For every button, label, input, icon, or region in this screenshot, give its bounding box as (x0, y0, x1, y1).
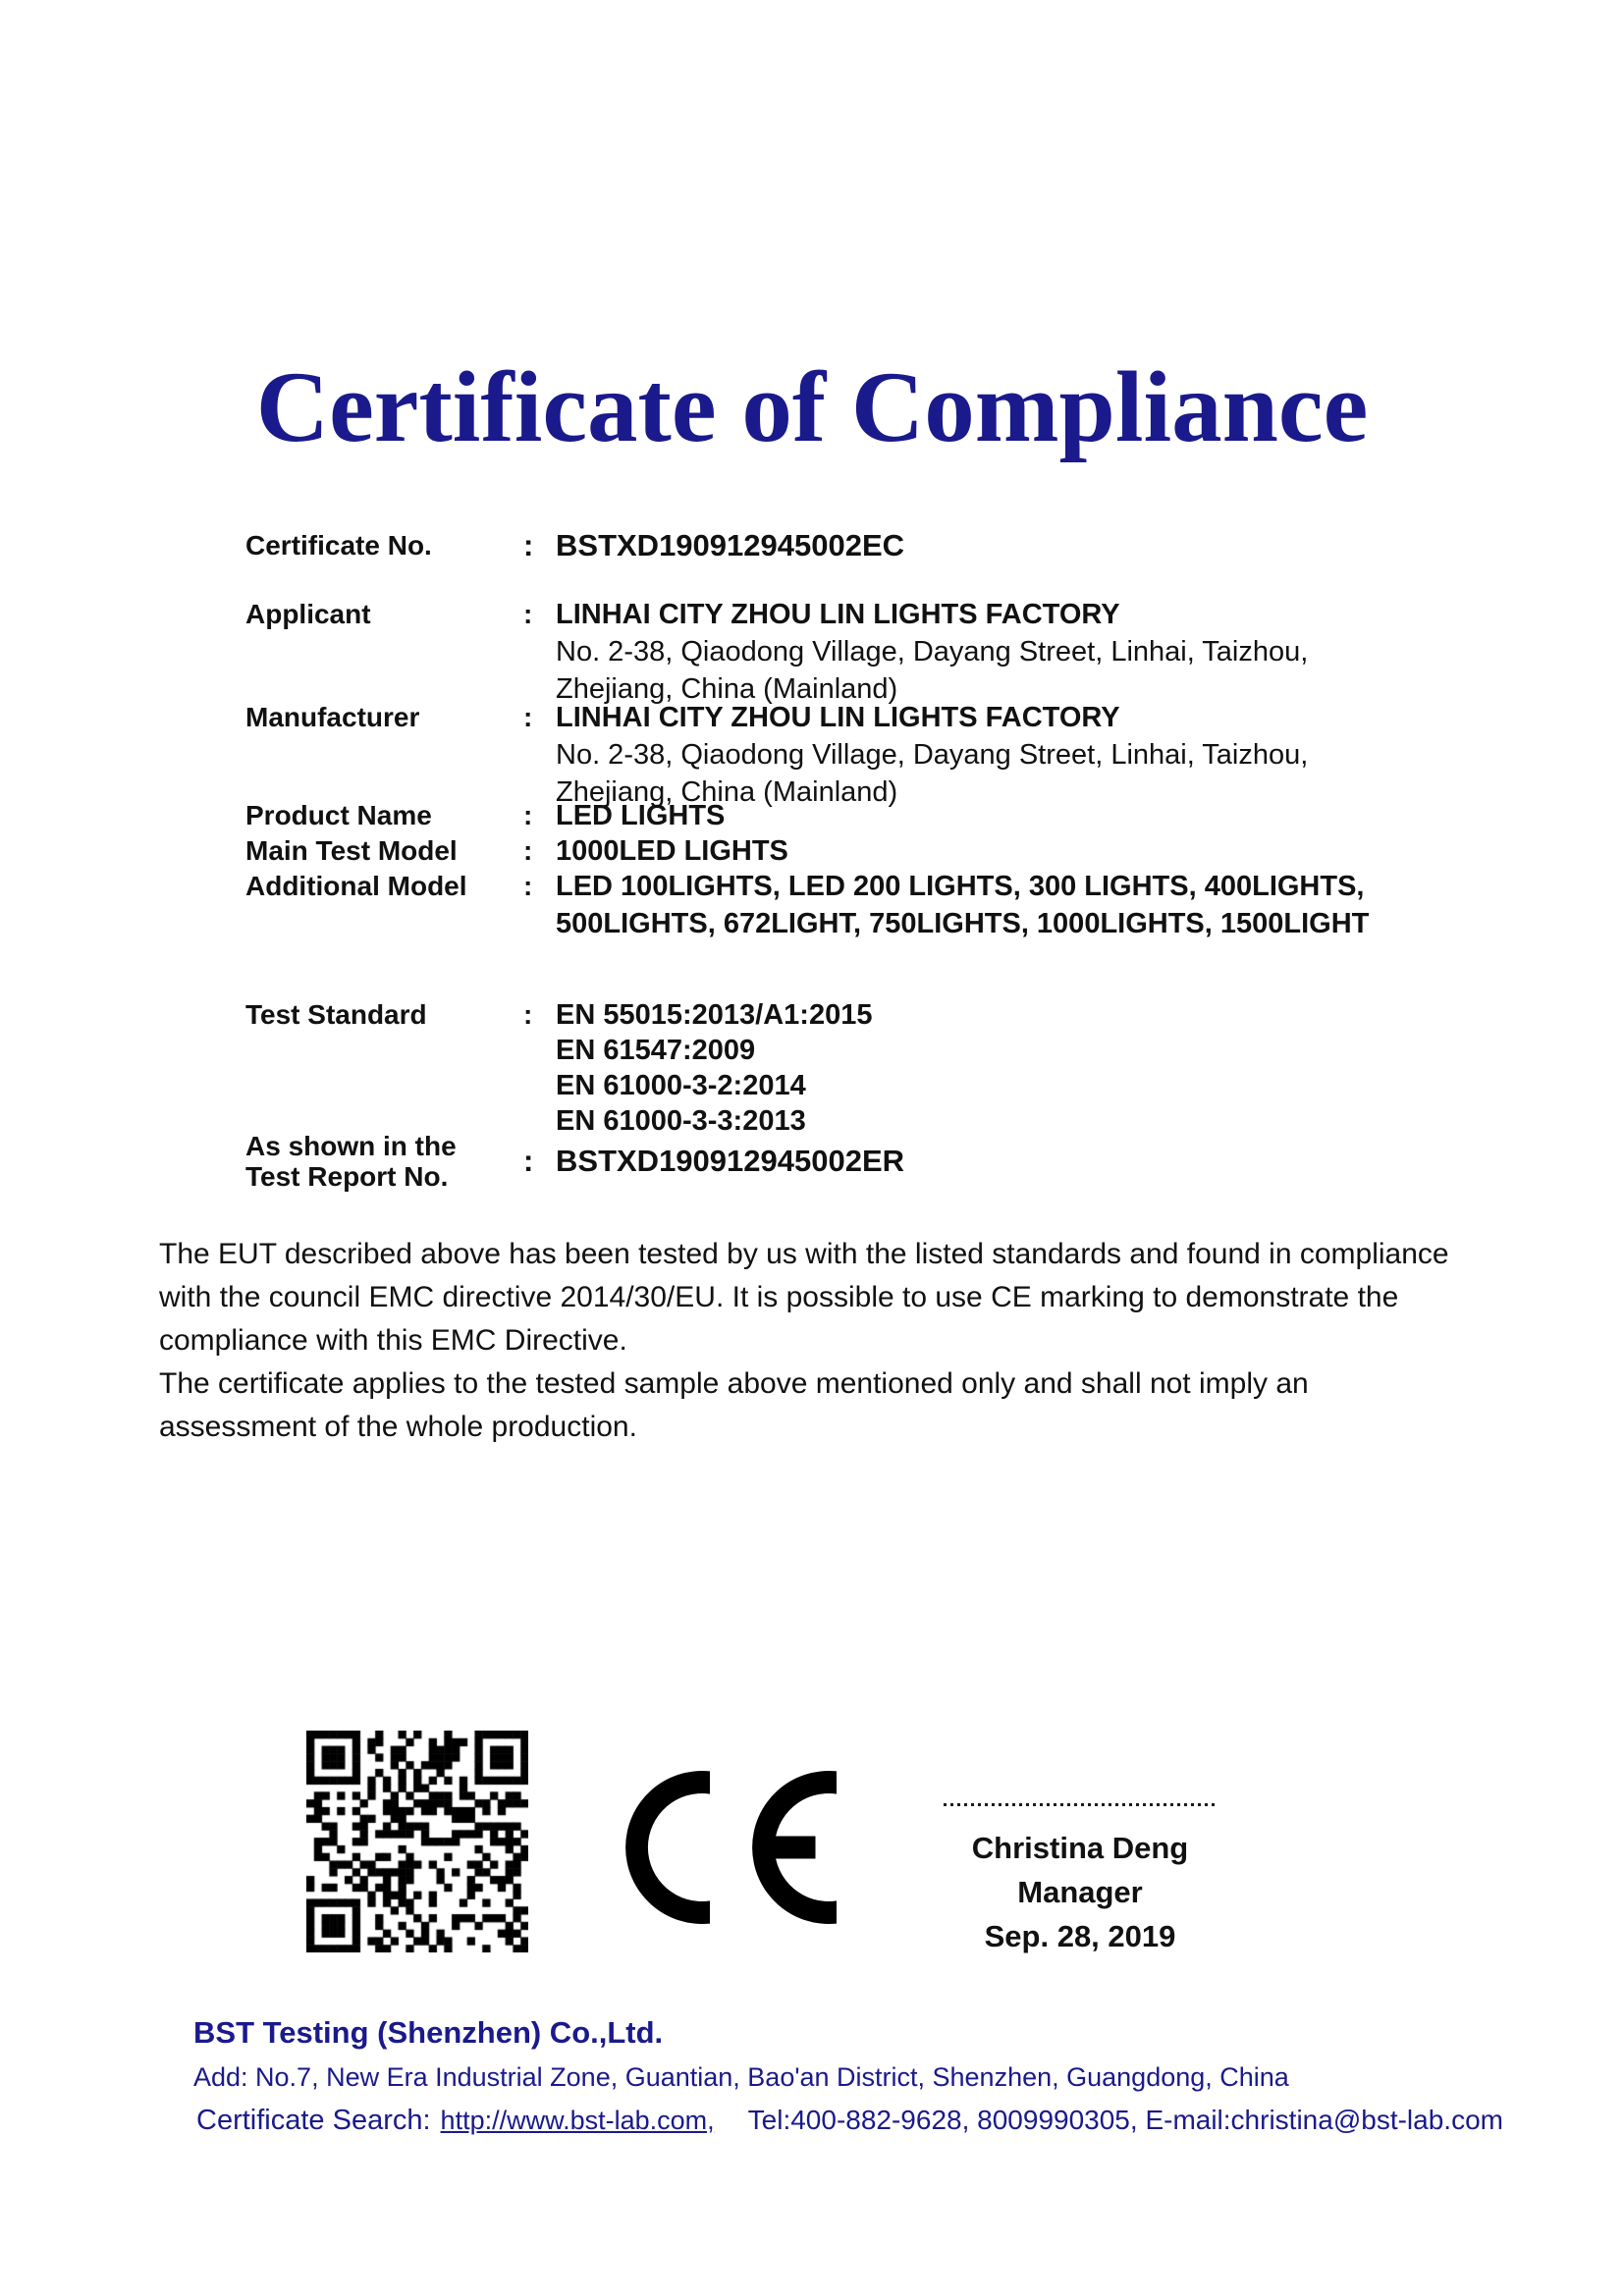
signature-dotted-line (944, 1802, 1217, 1806)
statement-paragraph-2: The certificate applies to the tested sample above mentioned only and shall not imply an assessment of the whole production. (159, 1367, 1309, 1443)
colon-separator: : (523, 800, 533, 830)
field-row-applicant (245, 596, 1414, 708)
qr-code (306, 1731, 528, 1952)
field-row-main-test-model (245, 832, 1414, 870)
product-name-label: Product Name (245, 800, 432, 830)
field-row-certificate-no (245, 527, 1414, 564)
field-row-product-name (245, 797, 1414, 834)
ce-mark-icon (623, 1769, 838, 1926)
test-standard-item: EN 61000-3-3:2013 (556, 1105, 806, 1137)
colon-separator: : (523, 702, 533, 732)
test-standard-label: Test Standard (245, 999, 427, 1030)
additional-model-line1: LED 100LIGHTS, LED 200 LIGHTS, 300 LIGHTS, 400LIGHTS, (556, 871, 1365, 902)
colon-separator: : (523, 599, 533, 629)
additional-model-value (556, 868, 1414, 942)
applicant-name: LINHAI CITY ZHOU LIN LIGHTS FACTORY (556, 599, 1120, 630)
signature-date: Sep. 28, 2019 (984, 1919, 1176, 1953)
field-row-test-standard (245, 997, 1414, 1139)
main-test-model-label: Main Test Model (245, 835, 458, 866)
test-report-label (245, 1131, 523, 1192)
certificate-search-label: Certificate Search: (196, 2105, 431, 2136)
applicant-address-line1: No. 2-38, Qiaodong Village, Dayang Street, Linhai, Taizhou, (556, 636, 1309, 667)
product-name-value: LED LIGHTS (556, 800, 726, 831)
signer-role: Manager (1017, 1875, 1143, 1909)
signature-block (913, 1802, 1247, 1958)
applicant-value (556, 596, 1414, 708)
test-standard-item: EN 61000-3-2:2014 (556, 1070, 806, 1101)
applicant-address-line2: Zhejiang, China (Mainland) (556, 673, 898, 705)
additional-model-label: Additional Model (245, 871, 467, 901)
footer-contact-info: Tel:400-882-9628, 8009990305, E-mail:christina@bst-lab.com (747, 2105, 1503, 2135)
test-report-label-line2: Test Report No. (245, 1161, 449, 1192)
certificate-search-link[interactable]: http://www.bst-lab.com, (440, 2106, 715, 2135)
test-standard-item: EN 55015:2013/A1:2015 (556, 999, 873, 1031)
manufacturer-name: LINHAI CITY ZHOU LIN LIGHTS FACTORY (556, 702, 1120, 733)
field-row-manufacturer (245, 699, 1414, 811)
certificate-no-value: BSTXD190912945002EC (556, 528, 905, 562)
manufacturer-value (556, 699, 1414, 811)
page-title: Certificate of Compliance (255, 351, 1369, 463)
statement-paragraph-1: The EUT described above has been tested by us with the listed standards and found in compliance with the council EMC directive 2014/30/EU. It is possible to use CE marking to demonstrate the compliance with this EMC Directive. (159, 1238, 1449, 1357)
main-test-model-value: 1000LED LIGHTS (556, 835, 788, 867)
test-standard-item: EN 61547:2009 (556, 1035, 756, 1066)
manufacturer-address-line1: No. 2-38, Qiaodong Village, Dayang Street, Linhai, Taizhou, (556, 739, 1309, 771)
colon-separator: : (523, 871, 533, 901)
footer-search-line (196, 2105, 1503, 2137)
test-standard-value (556, 997, 1414, 1139)
manufacturer-label: Manufacturer (245, 702, 420, 732)
applicant-label: Applicant (245, 599, 371, 629)
test-report-label-line1: As shown in the (245, 1131, 457, 1161)
colon-separator: : (523, 1144, 534, 1178)
additional-model-line2: 500LIGHTS, 672LIGHT, 750LIGHTS, 1000LIGHTS, 1500LIGHT (556, 908, 1370, 939)
certificate-no-label: Certificate No. (245, 530, 432, 561)
signer-name: Christina Deng (971, 1831, 1189, 1865)
footer-address: Add: No.7, New Era Industrial Zone, Guantian, Bao'an District, Shenzhen, Guangdong, China (193, 2062, 1289, 2092)
colon-separator: : (523, 999, 533, 1030)
colon-separator: : (523, 528, 534, 562)
compliance-statement (159, 1233, 1453, 1449)
test-report-value: BSTXD190912945002ER (556, 1144, 905, 1178)
field-row-additional-model (245, 868, 1414, 942)
manufacturer-address-line2: Zhejiang, China (Mainland) (556, 776, 898, 808)
field-row-test-report (245, 1131, 1414, 1192)
colon-separator: : (523, 835, 533, 866)
footer-company-name: BST Testing (Shenzhen) Co.,Ltd. (193, 2015, 664, 2050)
